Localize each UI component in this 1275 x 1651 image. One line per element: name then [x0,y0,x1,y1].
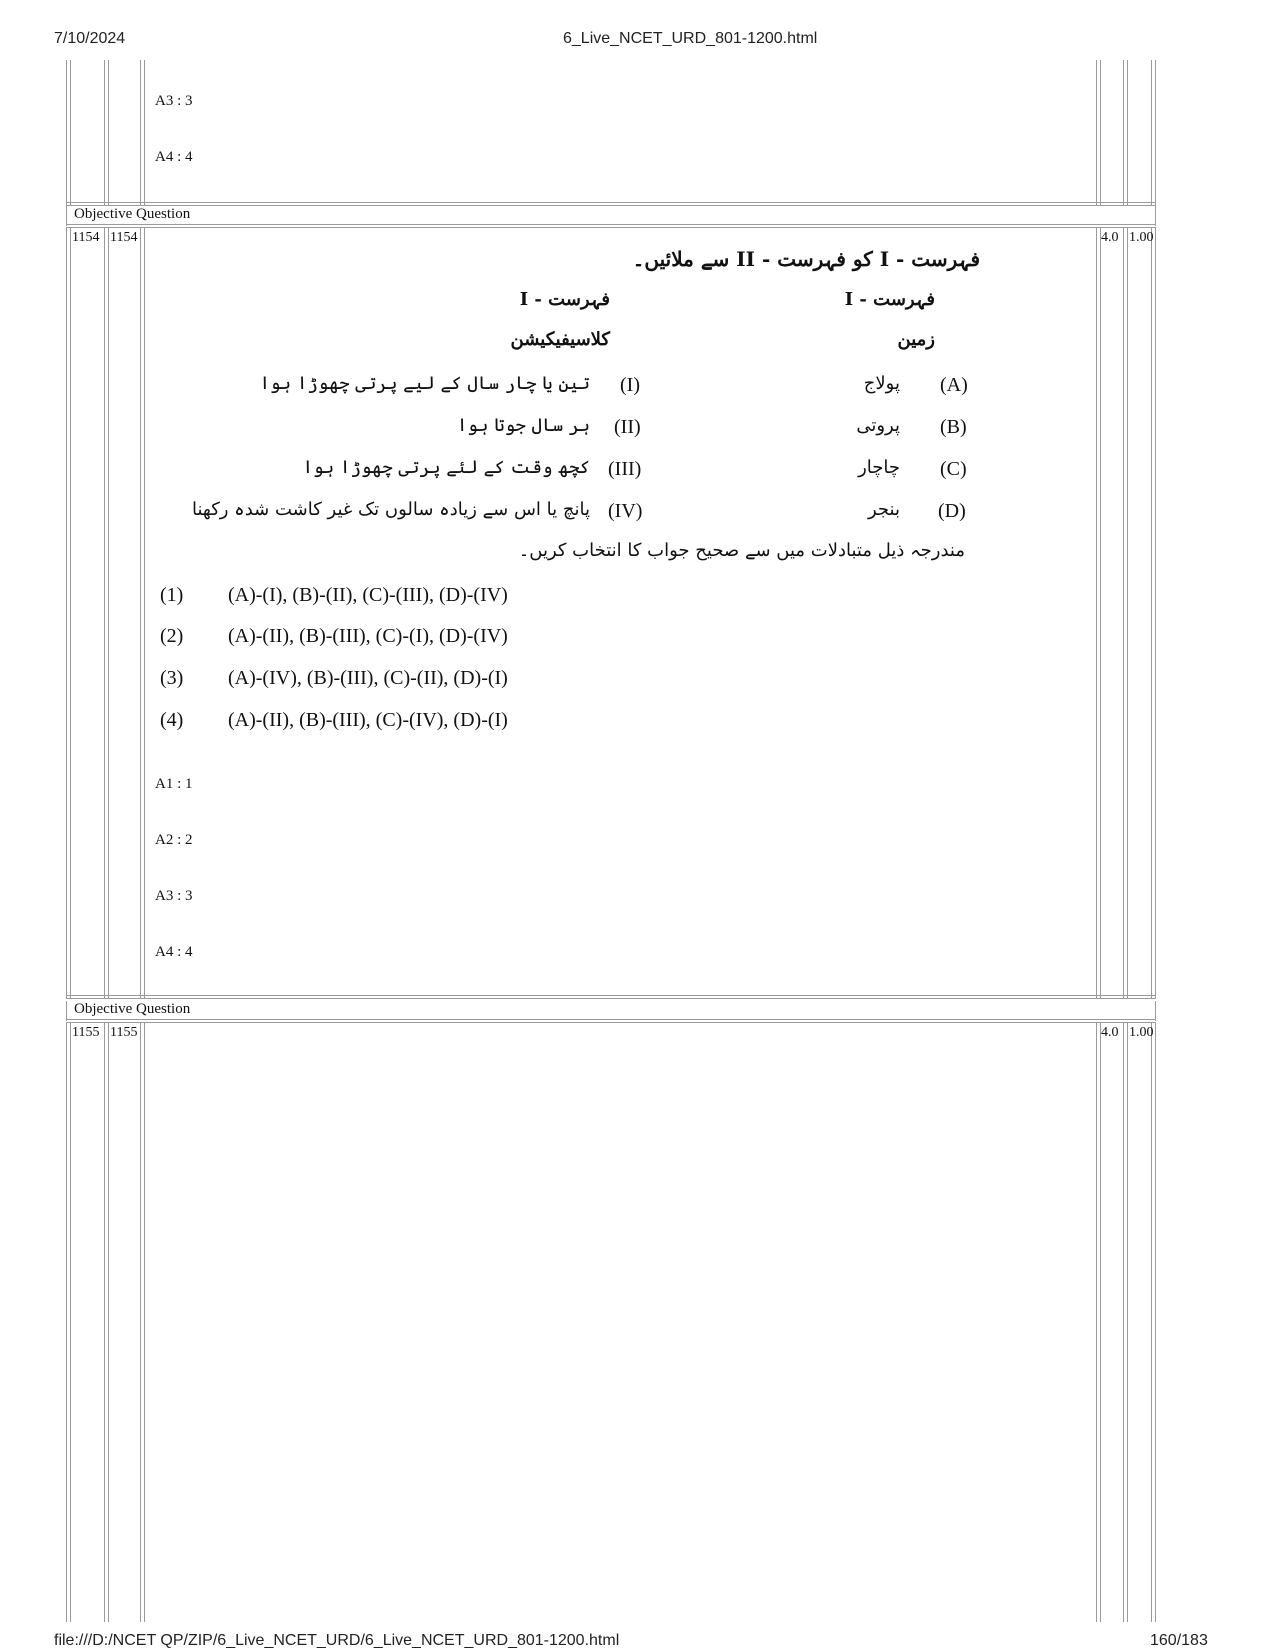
print-title: 6_Live_NCET_URD_801-1200.html [563,30,818,47]
row-text-iii: کچھ وقت کے لئے پرتی چھوڑا ہوا [302,457,590,478]
list-i-heading: فہرست - I [844,289,935,310]
row-text-iv: پانچ یا اس سے زیادہ سالوں تک غیر کاشت شدہ رکھنا [191,499,590,520]
row-label-b: (B) [940,416,967,438]
page-number: 160/183 [1150,1632,1208,1649]
option-number-1: (1) [160,584,184,606]
negative-marks: 1.00 [1129,230,1154,245]
choose-instruction: مندرجہ ذیل متبادلات میں سے صحیح جواب کا انتخاب کریں۔ [518,540,965,561]
row-label-c: (C) [940,458,967,480]
option-text-3: (A)-(IV), (B)-(III), (C)-(II), (D)-(I) [228,667,508,689]
row-label-a: (A) [940,374,968,396]
option-text-4: (A)-(II), (B)-(III), (C)-(IV), (D)-(I) [228,709,508,731]
row-text-b: پروتی [856,415,900,436]
option-text-2: (A)-(II), (B)-(III), (C)-(I), (D)-(IV) [228,625,508,647]
answer-2: A2 : 2 [155,832,193,848]
question-id: 1154 [110,230,138,245]
prev-answer-4: A4 : 4 [155,149,193,165]
list-i-subheading: زمین [897,329,935,350]
question-type-label: Objective Question [74,1001,191,1017]
row-label-iii: (III) [608,458,642,480]
prev-answer-3: A3 : 3 [155,93,193,109]
row-text-c: چاچار [858,457,900,478]
marks: 4.0 [1101,1025,1119,1040]
option-text-1: (A)-(I), (B)-(II), (C)-(III), (D)-(IV) [228,584,508,606]
option-number-3: (3) [160,667,184,689]
row-text-d: بنجر [868,499,900,520]
row-label-i: (I) [620,374,640,396]
answer-3: A3 : 3 [155,888,193,904]
option-number-2: (2) [160,625,184,647]
question-instruction: فہرست - I کو فہرست - II سے ملائیں۔ [632,247,980,271]
question-type-label: Objective Question [74,206,191,222]
file-path: file:///D:/NCET QP/ZIP/6_Live_NCET_URD/6_Live_NCET_URD_801-1200.html [54,1632,620,1649]
row-label-ii: (II) [614,416,641,438]
list-ii-subheading: کلاسیفیکیشن [510,329,610,350]
row-text-a: پولاج [863,373,900,394]
row-text-ii: ہر سال جوتا ہوا [456,415,590,436]
answer-4: A4 : 4 [155,944,193,960]
print-date: 7/10/2024 [54,30,126,47]
row-label-d: (D) [938,500,966,522]
row-label-iv: (IV) [608,500,643,522]
question-number: 1155 [72,1025,100,1040]
question-id: 1155 [110,1025,138,1040]
marks: 4.0 [1101,230,1119,245]
answer-1: A1 : 1 [155,776,193,792]
list-ii-heading: فہرست - I [519,289,610,310]
row-text-i: تین یا چار سال کے لیے پرتی چھوڑا ہوا [259,373,590,394]
negative-marks: 1.00 [1129,1025,1154,1040]
question-number: 1154 [72,230,100,245]
option-number-4: (4) [160,709,184,731]
